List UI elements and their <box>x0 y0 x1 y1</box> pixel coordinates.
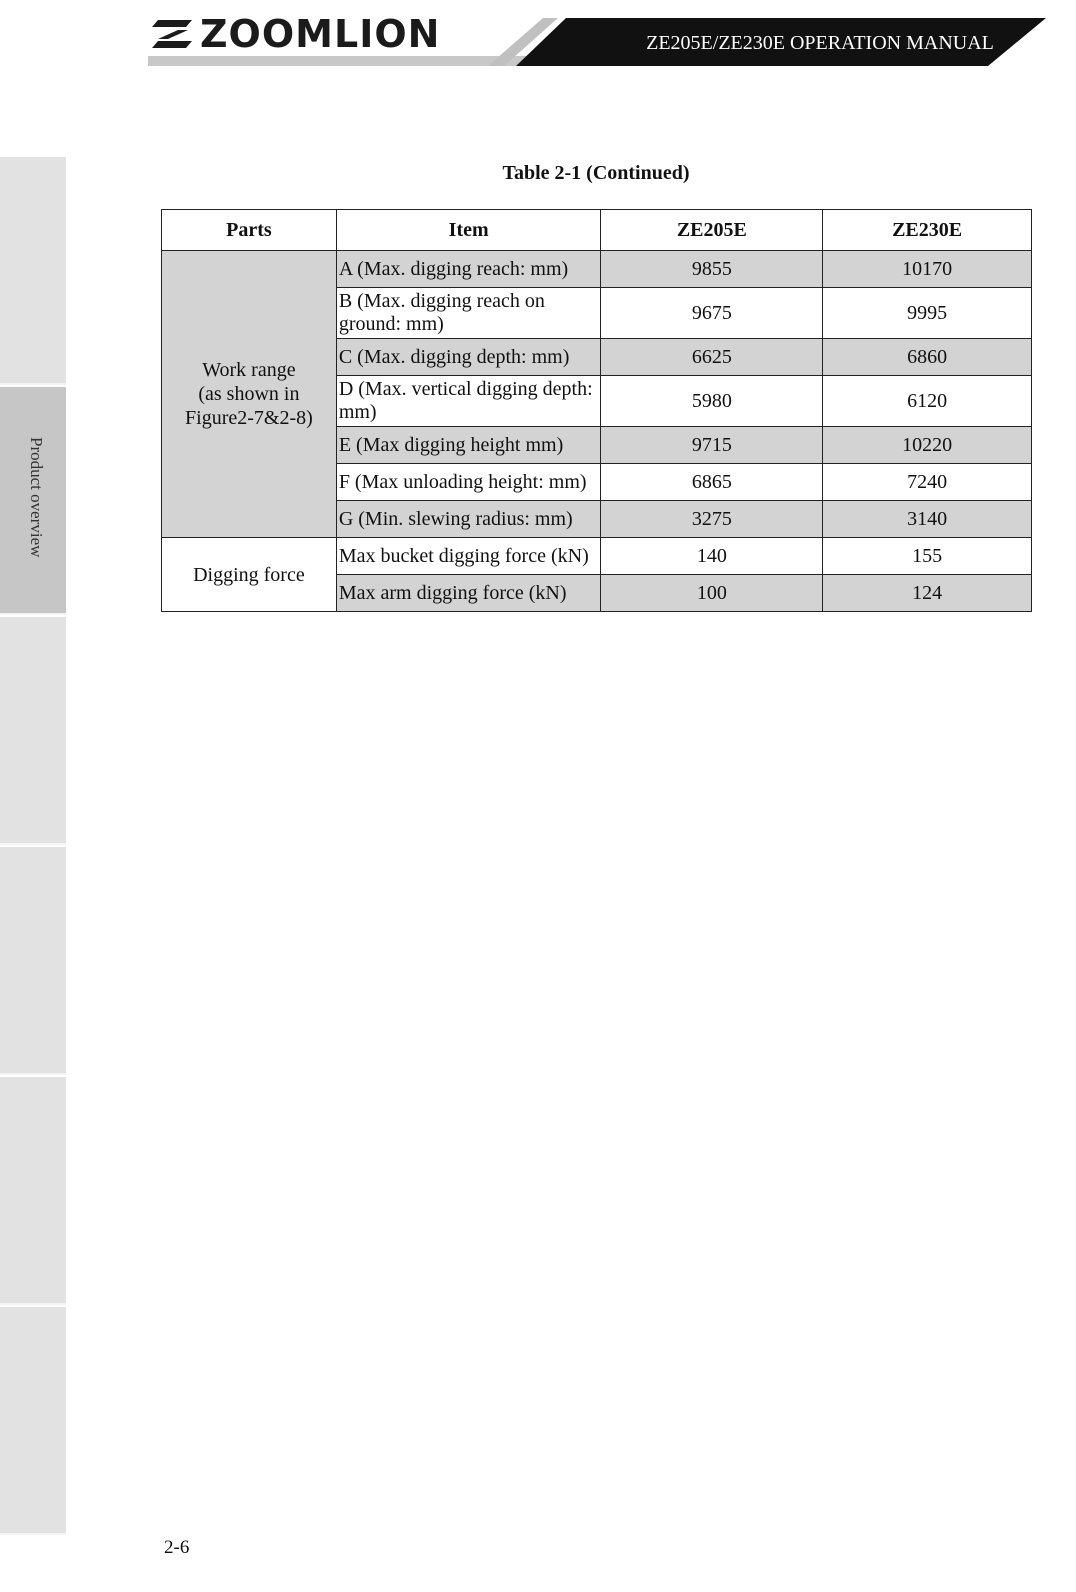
item-cell: C (Max. digging depth: mm) <box>336 339 601 376</box>
item-cell: E (Max digging height mm) <box>336 427 601 464</box>
brand-name: ZOOMLION <box>200 12 441 56</box>
side-tab-4[interactable] <box>0 847 66 1075</box>
ze205e-cell: 100 <box>601 575 823 612</box>
ze205e-cell: 6625 <box>601 339 823 376</box>
ze230e-cell: 124 <box>823 575 1032 612</box>
zoomlion-mark-icon <box>152 18 194 50</box>
item-cell: F (Max unloading height: mm) <box>336 464 601 501</box>
ze205e-cell: 9715 <box>601 427 823 464</box>
col-header-item: Item <box>336 210 601 251</box>
col-header-parts: Parts <box>162 210 337 251</box>
side-tab-3[interactable] <box>0 617 66 845</box>
item-cell: Max bucket digging force (kN) <box>336 538 601 575</box>
page-number: 2-6 <box>164 1537 190 1558</box>
col-header-ze230e: ZE230E <box>823 210 1032 251</box>
part-work-range: Work range (as shown in Figure2-7&2-8) <box>162 251 337 538</box>
ze205e-cell: 9675 <box>601 288 823 339</box>
zoomlion-logo <box>152 14 440 54</box>
table-header-row <box>162 210 1032 251</box>
table-title: Table 2-1 (Continued) <box>502 162 690 184</box>
ze205e-cell: 140 <box>601 538 823 575</box>
item-cell: G (Min. slewing radius: mm) <box>336 501 601 538</box>
ze230e-cell: 9995 <box>823 288 1032 339</box>
ze205e-cell: 3275 <box>601 501 823 538</box>
part-digging-force: Digging force <box>162 538 337 612</box>
ze230e-cell: 10220 <box>823 427 1032 464</box>
col-header-ze205e: ZE205E <box>601 210 823 251</box>
manual-title: ZE205E/ZE230E OPERATION MANUAL <box>646 32 994 54</box>
item-cell: D (Max. vertical digging depth: mm) <box>336 376 601 427</box>
table-row <box>162 251 1032 288</box>
item-cell: A (Max. digging reach: mm) <box>336 251 601 288</box>
spec-table <box>161 209 1032 612</box>
table-row <box>162 538 1032 575</box>
side-tab-1[interactable] <box>0 157 66 385</box>
page-header <box>0 0 1076 80</box>
item-cell: Max arm digging force (kN) <box>336 575 601 612</box>
ze205e-cell: 9855 <box>601 251 823 288</box>
ze230e-cell: 6120 <box>823 376 1032 427</box>
ze230e-cell: 10170 <box>823 251 1032 288</box>
ze230e-cell: 6860 <box>823 339 1032 376</box>
ze205e-cell: 6865 <box>601 464 823 501</box>
ze230e-cell: 155 <box>823 538 1032 575</box>
side-tab-label: Product overview <box>27 437 46 558</box>
ze205e-cell: 5980 <box>601 376 823 427</box>
ze230e-cell: 3140 <box>823 501 1032 538</box>
ze230e-cell: 7240 <box>823 464 1032 501</box>
item-cell: B (Max. digging reach on ground: mm) <box>336 288 601 339</box>
side-tab-6[interactable] <box>0 1307 66 1535</box>
side-tab-5[interactable] <box>0 1077 66 1305</box>
side-tab-product-overview[interactable] <box>0 387 66 615</box>
